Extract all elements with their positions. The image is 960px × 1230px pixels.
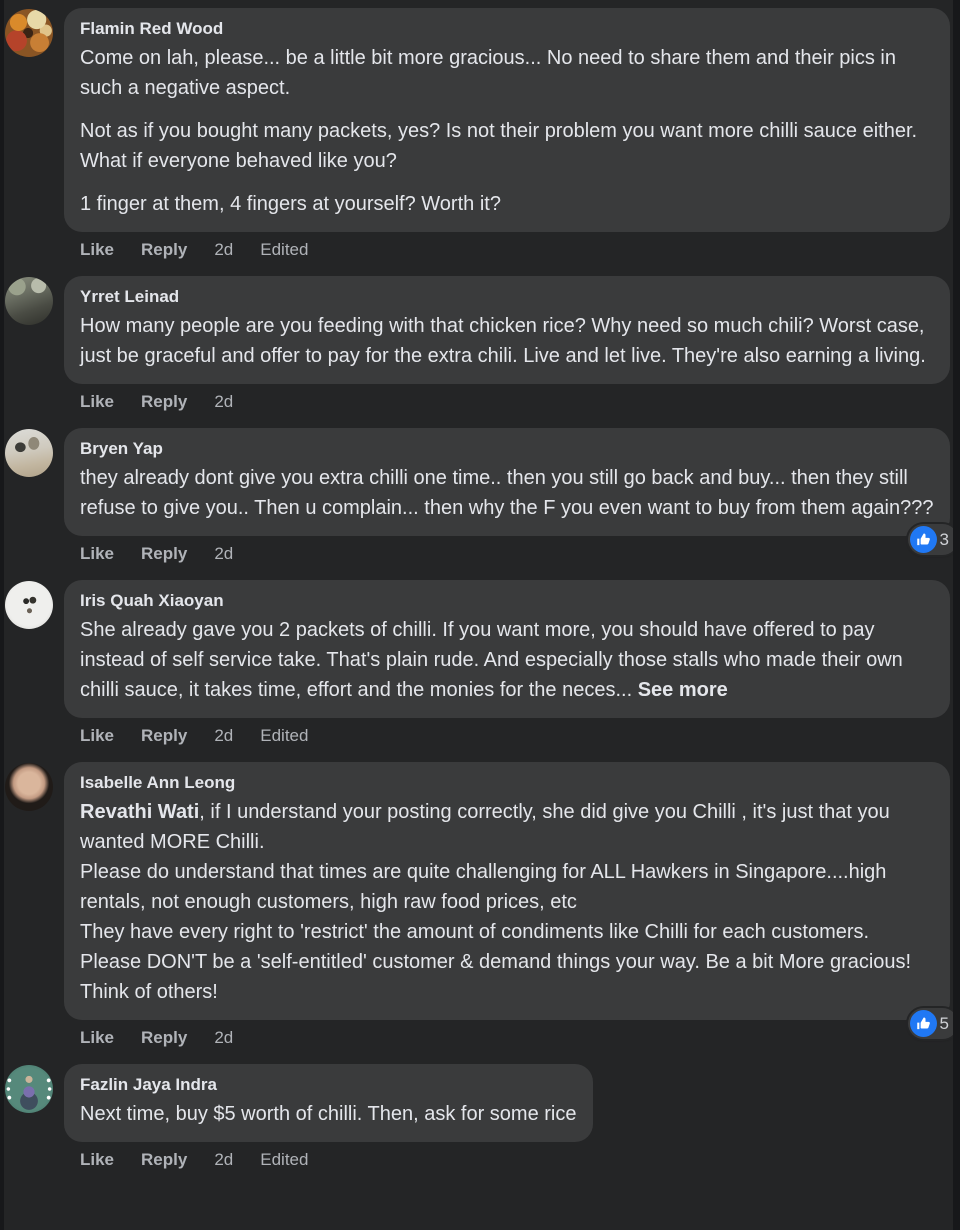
- comment-bubble: [64, 8, 950, 232]
- comment-paragraph: [80, 797, 934, 857]
- reaction-badge[interactable]: [908, 1008, 958, 1039]
- comment-paragraph: Come on lah, please... be a little bit more gracious... No need to share them and their pics in such a negative aspect.: [80, 47, 896, 99]
- comment-bubble: [64, 1064, 593, 1142]
- timestamp[interactable]: 2d: [214, 392, 234, 411]
- edited-label: Edited: [260, 726, 309, 745]
- comment-actions: [80, 1149, 950, 1170]
- comment-yrret-leinad: [0, 268, 960, 420]
- avatar-yrret-leinad[interactable]: [5, 277, 53, 325]
- comment-fazlin-jaya-indra: [0, 1056, 960, 1178]
- comment-author[interactable]: Bryen Yap: [80, 439, 163, 458]
- thumbs-up-icon: [910, 1010, 937, 1037]
- comment-text: [80, 43, 934, 219]
- like-button[interactable]: Like: [80, 1028, 115, 1047]
- comment-paragraph-text: , if I understand your posting correctly, she did give you Chilli , it's just that you wanted MORE Chilli.: [80, 801, 890, 853]
- avatar-iris-quah-xiaoyan[interactable]: [5, 581, 53, 629]
- comment-flamin-red-wood: [0, 0, 960, 268]
- comment-isabelle-ann-leong: [0, 754, 960, 1056]
- reply-button[interactable]: Reply: [141, 240, 188, 259]
- edited-label: Edited: [260, 1150, 309, 1169]
- reaction-badge[interactable]: [908, 524, 958, 555]
- comment-bubble: [64, 428, 950, 536]
- comment-bryen-yap: [0, 420, 960, 572]
- comment-text: [80, 1099, 577, 1129]
- comment-author[interactable]: Fazlin Jaya Indra: [80, 1075, 217, 1094]
- comment-actions: [80, 391, 950, 412]
- comment-actions: [80, 1027, 950, 1048]
- comment-author[interactable]: Yrret Leinad: [80, 287, 180, 306]
- timestamp[interactable]: 2d: [214, 726, 234, 745]
- comment-paragraph: [80, 615, 934, 705]
- comment-text: [80, 615, 934, 705]
- reply-button[interactable]: Reply: [141, 726, 188, 745]
- comment-actions: [80, 239, 950, 260]
- comment-paragraph: Please do understand that times are quite challenging for ALL Hawkers in Singapore....high rentals, not enough customers, high raw food prices, etc: [80, 861, 887, 913]
- avatar-bryen-yap[interactable]: [5, 429, 53, 477]
- reply-button[interactable]: Reply: [141, 392, 188, 411]
- comment-author[interactable]: Iris Quah Xiaoyan: [80, 591, 224, 610]
- timestamp[interactable]: 2d: [214, 1028, 234, 1047]
- comment-paragraph: How many people are you feeding with that chicken rice? Why need so much chili? Worst case, just be graceful and offer to pay for the extra chili. Live and let live. They're also earning a living.: [80, 315, 926, 367]
- comment-author[interactable]: Flamin Red Wood: [80, 19, 224, 38]
- see-more-link[interactable]: See more: [637, 679, 728, 701]
- avatar-fazlin-jaya-indra[interactable]: [5, 1065, 53, 1113]
- comment-author[interactable]: Isabelle Ann Leong: [80, 773, 236, 792]
- comment-paragraph: they already dont give you extra chilli one time.. then you still go back and buy... then they still refuse to give you.. Then u complain... then why the F you even want to buy from them again???: [80, 467, 934, 519]
- like-button[interactable]: Like: [80, 544, 115, 563]
- like-button[interactable]: Like: [80, 1150, 115, 1169]
- like-button[interactable]: Like: [80, 240, 115, 259]
- comment-text: [80, 797, 934, 1007]
- reaction-count: 3: [939, 529, 949, 549]
- reaction-count: 5: [939, 1013, 949, 1033]
- comment-paragraph: They have every right to 'restrict' the amount of condiments like Chilli for each customers.: [80, 921, 870, 943]
- avatar-flamin-red-wood[interactable]: [5, 9, 53, 57]
- like-button[interactable]: Like: [80, 726, 115, 745]
- comment-text: [80, 311, 934, 371]
- thumbs-up-icon: [910, 526, 937, 553]
- like-button[interactable]: Like: [80, 392, 115, 411]
- screen-edge-right: [953, 0, 960, 1230]
- comment-paragraph: Please DON'T be a 'self-entitled' customer & demand things your way. Be a bit More gracious! Think of others!: [80, 951, 912, 1003]
- comment-bubble: [64, 580, 950, 718]
- avatar-isabelle-ann-leong[interactable]: [5, 763, 53, 811]
- reply-button[interactable]: Reply: [141, 1028, 188, 1047]
- comment-iris-quah-xiaoyan: [0, 572, 960, 754]
- screen-edge-left: [0, 0, 4, 1230]
- timestamp[interactable]: 2d: [214, 544, 234, 563]
- timestamp[interactable]: 2d: [214, 240, 234, 259]
- reply-button[interactable]: Reply: [141, 544, 188, 563]
- comment-text: [80, 463, 934, 523]
- timestamp[interactable]: 2d: [214, 1150, 234, 1169]
- mention-link[interactable]: Revathi Wati: [80, 801, 200, 823]
- comment-bubble: [64, 276, 950, 384]
- comment-paragraph-text: She already gave you 2 packets of chilli. If you want more, you should have offered to pay instead of self service take. That's plain rude. And especially those stalls who made their own chilli sauce, it takes time, effort and the monies for the neces...: [80, 619, 903, 701]
- comment-bubble: [64, 762, 950, 1020]
- comment-paragraph: 1 finger at them, 4 fingers at yourself? Worth it?: [80, 193, 501, 215]
- reply-button[interactable]: Reply: [141, 1150, 188, 1169]
- comment-actions: [80, 725, 950, 746]
- comment-actions: [80, 543, 950, 564]
- edited-label: Edited: [260, 240, 309, 259]
- comment-paragraph: Not as if you bought many packets, yes? Is not their problem you want more chilli sauce either. What if everyone behaved like you?: [80, 120, 918, 172]
- comment-paragraph: Next time, buy $5 worth of chilli. Then, ask for some rice: [80, 1103, 577, 1125]
